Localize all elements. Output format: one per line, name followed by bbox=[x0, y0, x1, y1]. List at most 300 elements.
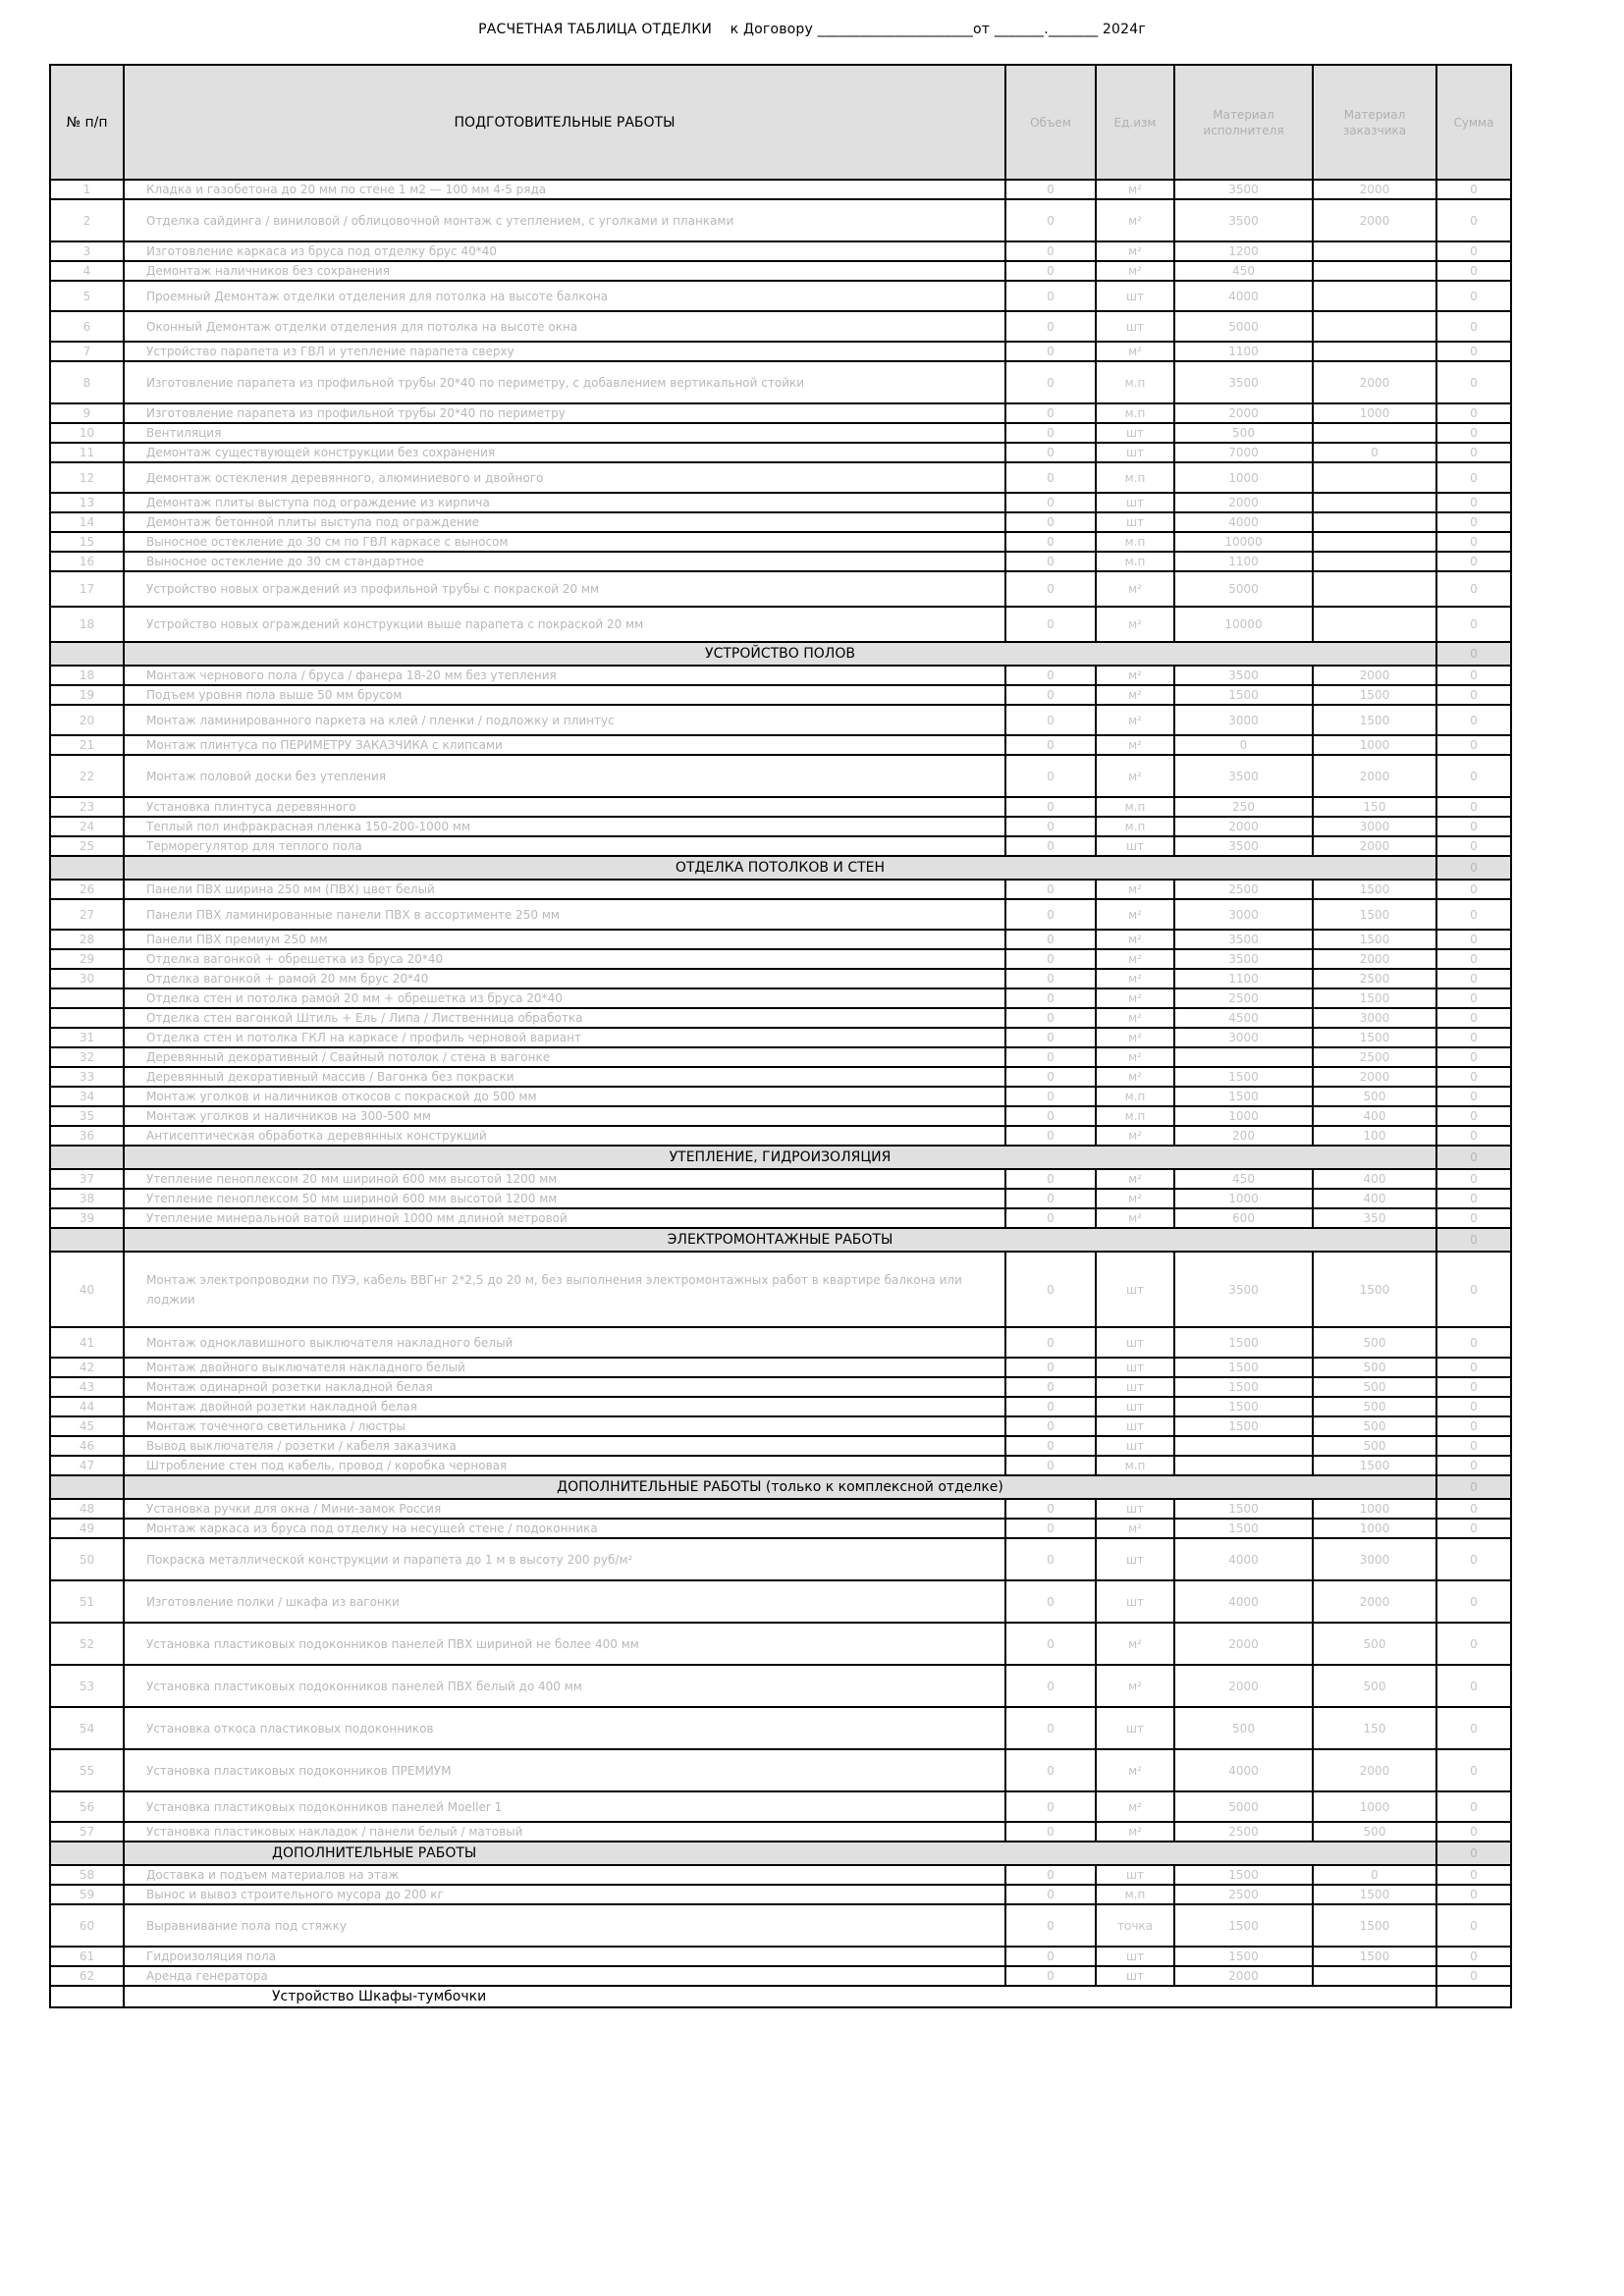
table-row bbox=[50, 1519, 1511, 1538]
row-description: Отделка стен и потолка ГКЛ на каркасе / профиль черновой вариант bbox=[124, 1028, 1005, 1047]
row-unit: м² bbox=[1096, 880, 1174, 899]
document-title: РАСЧЕТНАЯ ТАБЛИЦА ОТДЕЛКИ к Договору ______________________от _______._______ 2024г bbox=[478, 22, 1146, 37]
row-volume: 0 bbox=[1005, 1169, 1096, 1189]
row-unit: м² bbox=[1096, 607, 1174, 642]
row-description: Монтаж чернового пола / бруса / фанера 18-20 мм без утепления bbox=[124, 666, 1005, 685]
row-sum: 0 bbox=[1436, 1416, 1511, 1436]
row-material-customer: 2000 bbox=[1313, 1580, 1436, 1623]
row-volume: 0 bbox=[1005, 1358, 1096, 1377]
row-sum: 0 bbox=[1436, 1904, 1511, 1947]
row-material-executor: 2000 bbox=[1174, 493, 1313, 512]
table-row bbox=[50, 1358, 1511, 1377]
table-row bbox=[50, 261, 1511, 281]
row-material-executor: 500 bbox=[1174, 423, 1313, 443]
row-sum: 0 bbox=[1436, 1822, 1511, 1842]
row-description: Установка пластиковых подоконников панелей ПВХ белый до 400 мм bbox=[124, 1665, 1005, 1707]
row-material-customer: 0 bbox=[1313, 1865, 1436, 1885]
table-row bbox=[50, 1106, 1511, 1126]
row-sum: 0 bbox=[1436, 685, 1511, 705]
row-material-executor: 3000 bbox=[1174, 899, 1313, 930]
row-unit: м.п bbox=[1096, 797, 1174, 817]
row-description: Устройство новых ограждений конструкции выше парапета с покраской 20 мм bbox=[124, 607, 1005, 642]
row-number: 34 bbox=[50, 1087, 124, 1106]
row-sum: 0 bbox=[1436, 735, 1511, 755]
table-row bbox=[50, 969, 1511, 988]
row-description: Изготовление полки / шкафа из вагонки bbox=[124, 1580, 1005, 1623]
subsection-sum-cell bbox=[1436, 1986, 1511, 2007]
table-row bbox=[50, 949, 1511, 969]
row-number: 24 bbox=[50, 817, 124, 836]
table-row bbox=[50, 571, 1511, 607]
row-material-executor: 1000 bbox=[1174, 462, 1313, 493]
row-unit: м² bbox=[1096, 755, 1174, 797]
row-sum: 0 bbox=[1436, 281, 1511, 311]
row-material-customer: 1000 bbox=[1313, 1499, 1436, 1519]
row-sum: 0 bbox=[1436, 423, 1511, 443]
row-description: Штробление стен под кабель, провод / коробка черновая bbox=[124, 1456, 1005, 1475]
row-material-executor: 4000 bbox=[1174, 1538, 1313, 1580]
row-material-executor: 1500 bbox=[1174, 685, 1313, 705]
row-material-customer: 2000 bbox=[1313, 666, 1436, 685]
table-row bbox=[50, 817, 1511, 836]
row-volume: 0 bbox=[1005, 1456, 1096, 1475]
table-row bbox=[50, 1499, 1511, 1519]
section-title: УСТРОЙСТВО ПОЛОВ bbox=[124, 642, 1436, 666]
row-description: Панели ПВХ премиум 250 мм bbox=[124, 930, 1005, 949]
section-number-cell bbox=[50, 856, 124, 880]
row-sum: 0 bbox=[1436, 1519, 1511, 1538]
row-sum: 0 bbox=[1436, 1623, 1511, 1665]
row-number: 14 bbox=[50, 512, 124, 532]
row-volume: 0 bbox=[1005, 1106, 1096, 1126]
row-material-executor: 3500 bbox=[1174, 949, 1313, 969]
row-sum: 0 bbox=[1436, 1436, 1511, 1456]
table-row bbox=[50, 180, 1511, 199]
row-description: Панели ПВХ ширина 250 мм (ПВХ) цвет белый bbox=[124, 880, 1005, 899]
table-row bbox=[50, 755, 1511, 797]
row-material-executor: 450 bbox=[1174, 261, 1313, 281]
row-sum: 0 bbox=[1436, 261, 1511, 281]
row-number: 45 bbox=[50, 1416, 124, 1436]
column-header-work: ПОДГОТОВИТЕЛЬНЫЕ РАБОТЫ bbox=[124, 65, 1005, 180]
row-material-executor: 1500 bbox=[1174, 1865, 1313, 1885]
row-number: 25 bbox=[50, 836, 124, 856]
row-volume: 0 bbox=[1005, 423, 1096, 443]
table-row bbox=[50, 1377, 1511, 1397]
row-sum: 0 bbox=[1436, 666, 1511, 685]
row-unit: м.п bbox=[1096, 361, 1174, 403]
table-row bbox=[50, 311, 1511, 342]
row-description: Установка ручки для окна / Мини-замок Россия bbox=[124, 1499, 1005, 1519]
row-unit: м.п bbox=[1096, 552, 1174, 571]
row-material-customer: 500 bbox=[1313, 1822, 1436, 1842]
row-volume: 0 bbox=[1005, 342, 1096, 361]
row-volume: 0 bbox=[1005, 552, 1096, 571]
row-material-executor: 3500 bbox=[1174, 180, 1313, 199]
row-material-executor: 0 bbox=[1174, 735, 1313, 755]
row-material-customer: 1500 bbox=[1313, 988, 1436, 1008]
row-description: Монтаж одинарной розетки накладной белая bbox=[124, 1377, 1005, 1397]
row-unit: м² bbox=[1096, 685, 1174, 705]
row-material-customer: 1000 bbox=[1313, 403, 1436, 423]
row-number: 22 bbox=[50, 755, 124, 797]
row-description: Установка откоса пластиковых подоконников bbox=[124, 1707, 1005, 1749]
section-sum: 0 bbox=[1436, 1842, 1511, 1865]
row-material-executor: 2000 bbox=[1174, 1623, 1313, 1665]
table-row bbox=[50, 462, 1511, 493]
row-material-customer: 1500 bbox=[1313, 1885, 1436, 1904]
row-description: Отделка вагонкой + рамой 20 мм брус 20*40 bbox=[124, 969, 1005, 988]
row-number: 61 bbox=[50, 1947, 124, 1966]
row-material-customer bbox=[1313, 311, 1436, 342]
row-description: Вентиляция bbox=[124, 423, 1005, 443]
row-material-customer: 2500 bbox=[1313, 969, 1436, 988]
row-volume: 0 bbox=[1005, 1538, 1096, 1580]
row-unit: м² bbox=[1096, 705, 1174, 735]
table-row bbox=[50, 705, 1511, 735]
row-sum: 0 bbox=[1436, 1189, 1511, 1208]
row-sum: 0 bbox=[1436, 836, 1511, 856]
row-volume: 0 bbox=[1005, 462, 1096, 493]
row-sum: 0 bbox=[1436, 1252, 1511, 1327]
row-number: 3 bbox=[50, 241, 124, 261]
row-unit: м² bbox=[1096, 1791, 1174, 1822]
row-material-customer bbox=[1313, 493, 1436, 512]
row-description: Монтаж плинтуса по ПЕРИМЕТРУ ЗАКАЗЧИКА с клипсами bbox=[124, 735, 1005, 755]
row-material-customer bbox=[1313, 281, 1436, 311]
row-material-customer: 1500 bbox=[1313, 880, 1436, 899]
row-material-customer: 100 bbox=[1313, 1126, 1436, 1146]
row-material-executor: 450 bbox=[1174, 1169, 1313, 1189]
row-material-customer: 1500 bbox=[1313, 685, 1436, 705]
row-description: Установка пластиковых подоконников ПРЕМИУМ bbox=[124, 1749, 1005, 1791]
row-description: Изготовление парапета из профильной трубы 20*40 по периметру, с добавлением вертикальной стойки bbox=[124, 361, 1005, 403]
row-unit: шт bbox=[1096, 1416, 1174, 1436]
row-volume: 0 bbox=[1005, 180, 1096, 199]
row-material-executor: 1500 bbox=[1174, 1358, 1313, 1377]
row-number: 12 bbox=[50, 462, 124, 493]
row-unit: шт bbox=[1096, 1436, 1174, 1456]
row-volume: 0 bbox=[1005, 930, 1096, 949]
table-row bbox=[50, 342, 1511, 361]
row-volume: 0 bbox=[1005, 1865, 1096, 1885]
subsection-title: Устройство Шкафы-тумбочки bbox=[124, 1986, 1436, 2007]
row-sum: 0 bbox=[1436, 755, 1511, 797]
table-row bbox=[50, 403, 1511, 423]
row-description: Изготовление каркаса из бруса под отделку брус 40*40 bbox=[124, 241, 1005, 261]
table-row bbox=[50, 1707, 1511, 1749]
row-sum: 0 bbox=[1436, 361, 1511, 403]
row-material-executor bbox=[1174, 1456, 1313, 1475]
row-material-executor: 1500 bbox=[1174, 1087, 1313, 1106]
row-sum: 0 bbox=[1436, 311, 1511, 342]
row-unit: шт bbox=[1096, 1327, 1174, 1358]
row-unit: шт bbox=[1096, 1538, 1174, 1580]
row-number: 47 bbox=[50, 1456, 124, 1475]
row-volume: 0 bbox=[1005, 199, 1096, 241]
row-description: Монтаж двойной розетки накладной белая bbox=[124, 1397, 1005, 1416]
table-row bbox=[50, 836, 1511, 856]
row-sum: 0 bbox=[1436, 342, 1511, 361]
row-volume: 0 bbox=[1005, 571, 1096, 607]
row-material-executor: 1200 bbox=[1174, 241, 1313, 261]
row-unit: м² bbox=[1096, 1623, 1174, 1665]
row-sum: 0 bbox=[1436, 988, 1511, 1008]
row-description: Демонтаж бетонной плиты выступа под ограждение bbox=[124, 512, 1005, 532]
row-material-customer: 500 bbox=[1313, 1623, 1436, 1665]
table-row bbox=[50, 1538, 1511, 1580]
row-material-customer: 400 bbox=[1313, 1106, 1436, 1126]
row-number: 60 bbox=[50, 1904, 124, 1947]
row-sum: 0 bbox=[1436, 1966, 1511, 1986]
row-material-customer bbox=[1313, 342, 1436, 361]
table-row bbox=[50, 1252, 1511, 1327]
row-volume: 0 bbox=[1005, 532, 1096, 552]
row-material-executor: 2500 bbox=[1174, 880, 1313, 899]
row-sum: 0 bbox=[1436, 1106, 1511, 1126]
row-sum: 0 bbox=[1436, 1008, 1511, 1028]
table-row bbox=[50, 532, 1511, 552]
row-sum: 0 bbox=[1436, 1885, 1511, 1904]
row-unit: шт bbox=[1096, 1397, 1174, 1416]
row-material-executor: 2500 bbox=[1174, 1885, 1313, 1904]
row-material-executor: 3500 bbox=[1174, 361, 1313, 403]
row-description: Монтаж уголков и наличников на 300-500 мм bbox=[124, 1106, 1005, 1126]
table-row bbox=[50, 1456, 1511, 1475]
row-volume: 0 bbox=[1005, 988, 1096, 1008]
row-unit: м.п bbox=[1096, 403, 1174, 423]
row-material-customer: 1500 bbox=[1313, 930, 1436, 949]
row-volume: 0 bbox=[1005, 1208, 1096, 1228]
column-header-volume: Объем bbox=[1005, 65, 1096, 180]
row-unit: шт bbox=[1096, 443, 1174, 462]
row-unit: шт bbox=[1096, 836, 1174, 856]
row-unit: м² bbox=[1096, 199, 1174, 241]
row-material-customer bbox=[1313, 571, 1436, 607]
row-material-executor: 3500 bbox=[1174, 199, 1313, 241]
row-material-customer: 500 bbox=[1313, 1377, 1436, 1397]
row-material-customer bbox=[1313, 241, 1436, 261]
section-title: УТЕПЛЕНИЕ, ГИДРОИЗОЛЯЦИЯ bbox=[124, 1146, 1436, 1169]
row-number: 4 bbox=[50, 261, 124, 281]
row-unit: шт bbox=[1096, 1377, 1174, 1397]
row-sum: 0 bbox=[1436, 180, 1511, 199]
row-sum: 0 bbox=[1436, 532, 1511, 552]
row-unit: м² bbox=[1096, 1047, 1174, 1067]
row-volume: 0 bbox=[1005, 361, 1096, 403]
row-volume: 0 bbox=[1005, 705, 1096, 735]
row-material-executor: 2000 bbox=[1174, 1966, 1313, 1986]
row-number: 37 bbox=[50, 1169, 124, 1189]
table-row bbox=[50, 1966, 1511, 1986]
row-number: 15 bbox=[50, 532, 124, 552]
row-material-customer bbox=[1313, 552, 1436, 571]
row-sum: 0 bbox=[1436, 462, 1511, 493]
row-unit: м² bbox=[1096, 1169, 1174, 1189]
row-volume: 0 bbox=[1005, 1885, 1096, 1904]
row-number: 28 bbox=[50, 930, 124, 949]
row-description: Гидроизоляция пола bbox=[124, 1947, 1005, 1966]
row-description: Демонтаж остекления деревянного, алюминиевого и двойного bbox=[124, 462, 1005, 493]
row-material-executor: 200 bbox=[1174, 1126, 1313, 1146]
row-volume: 0 bbox=[1005, 1397, 1096, 1416]
row-volume: 0 bbox=[1005, 666, 1096, 685]
section-number-cell bbox=[50, 1228, 124, 1252]
row-volume: 0 bbox=[1005, 1377, 1096, 1397]
estimate-table bbox=[49, 64, 1512, 2008]
row-number: 40 bbox=[50, 1252, 124, 1327]
row-description: Антисептическая обработка деревянных конструкций bbox=[124, 1126, 1005, 1146]
row-number: 29 bbox=[50, 949, 124, 969]
row-material-executor: 3500 bbox=[1174, 1252, 1313, 1327]
table-row bbox=[50, 1327, 1511, 1358]
row-number: 50 bbox=[50, 1538, 124, 1580]
row-material-customer bbox=[1313, 261, 1436, 281]
row-unit: м² bbox=[1096, 1519, 1174, 1538]
row-material-executor: 1000 bbox=[1174, 1189, 1313, 1208]
row-unit: м² bbox=[1096, 571, 1174, 607]
table-row bbox=[50, 1126, 1511, 1146]
row-sum: 0 bbox=[1436, 443, 1511, 462]
row-number: 30 bbox=[50, 969, 124, 988]
row-material-customer: 400 bbox=[1313, 1189, 1436, 1208]
row-unit: м² bbox=[1096, 949, 1174, 969]
row-number: 17 bbox=[50, 571, 124, 607]
row-description: Установка пластиковых накладок / панели белый / матовый bbox=[124, 1822, 1005, 1842]
row-number: 6 bbox=[50, 311, 124, 342]
column-header-unit: Ед.изм bbox=[1096, 65, 1174, 180]
row-number: 44 bbox=[50, 1397, 124, 1416]
table-row bbox=[50, 1623, 1511, 1665]
row-description: Панели ПВХ ламинированные панели ПВХ в ассортименте 250 мм bbox=[124, 899, 1005, 930]
row-material-customer: 2000 bbox=[1313, 180, 1436, 199]
table-row bbox=[50, 1067, 1511, 1087]
row-description: Терморегулятор для теплого пола bbox=[124, 836, 1005, 856]
row-number bbox=[50, 1008, 124, 1028]
row-number: 53 bbox=[50, 1665, 124, 1707]
row-description: Выносное остекление до 30 см по ГВЛ каркасе с выносом bbox=[124, 532, 1005, 552]
section-header-row bbox=[50, 642, 1511, 666]
row-description: Аренда генератора bbox=[124, 1966, 1005, 1986]
row-sum: 0 bbox=[1436, 1047, 1511, 1067]
row-material-customer: 2000 bbox=[1313, 755, 1436, 797]
row-unit: шт bbox=[1096, 1947, 1174, 1966]
table-row bbox=[50, 512, 1511, 532]
table-row bbox=[50, 899, 1511, 930]
row-sum: 0 bbox=[1436, 1538, 1511, 1580]
row-number: 51 bbox=[50, 1580, 124, 1623]
section-sum: 0 bbox=[1436, 1228, 1511, 1252]
row-volume: 0 bbox=[1005, 1707, 1096, 1749]
row-unit: м² bbox=[1096, 1067, 1174, 1087]
row-description: Демонтаж существующей конструкции без сохранения bbox=[124, 443, 1005, 462]
row-unit: м² bbox=[1096, 1665, 1174, 1707]
row-material-executor: 500 bbox=[1174, 1707, 1313, 1749]
row-material-customer: 1000 bbox=[1313, 735, 1436, 755]
table-row bbox=[50, 666, 1511, 685]
row-number: 23 bbox=[50, 797, 124, 817]
row-material-executor bbox=[1174, 1436, 1313, 1456]
row-volume: 0 bbox=[1005, 899, 1096, 930]
row-material-customer: 1500 bbox=[1313, 1028, 1436, 1047]
row-material-executor: 10000 bbox=[1174, 532, 1313, 552]
row-volume: 0 bbox=[1005, 1252, 1096, 1327]
row-description: Демонтаж плиты выступа под ограждение из кирпича bbox=[124, 493, 1005, 512]
table-row bbox=[50, 1904, 1511, 1947]
row-volume: 0 bbox=[1005, 755, 1096, 797]
section-sum: 0 bbox=[1436, 1475, 1511, 1499]
row-unit: м² bbox=[1096, 1189, 1174, 1208]
row-unit: шт bbox=[1096, 1580, 1174, 1623]
row-material-customer bbox=[1313, 607, 1436, 642]
row-volume: 0 bbox=[1005, 241, 1096, 261]
row-sum: 0 bbox=[1436, 1087, 1511, 1106]
row-unit: м² bbox=[1096, 666, 1174, 685]
row-volume: 0 bbox=[1005, 949, 1096, 969]
row-sum: 0 bbox=[1436, 241, 1511, 261]
section-header-row bbox=[50, 1228, 1511, 1252]
table-body bbox=[50, 180, 1511, 2007]
row-material-executor: 1500 bbox=[1174, 1397, 1313, 1416]
table-row bbox=[50, 1749, 1511, 1791]
row-unit: шт bbox=[1096, 1358, 1174, 1377]
section-header-row bbox=[50, 1475, 1511, 1499]
row-description: Монтаж электропроводки по ПУЭ, кабель ВВГнг 2*2,5 до 20 м, без выполнения электромонтажных работ в квартире балкона или лоджии bbox=[124, 1252, 1005, 1327]
section-number-cell bbox=[50, 1842, 124, 1865]
table-row bbox=[50, 241, 1511, 261]
row-material-customer: 2000 bbox=[1313, 361, 1436, 403]
row-number: 8 bbox=[50, 361, 124, 403]
row-sum: 0 bbox=[1436, 199, 1511, 241]
row-unit: м.п bbox=[1096, 462, 1174, 493]
section-number-cell bbox=[50, 642, 124, 666]
row-number: 33 bbox=[50, 1067, 124, 1087]
row-number: 10 bbox=[50, 423, 124, 443]
row-description: Утепление пеноплексом 50 мм шириной 600 мм высотой 1200 мм bbox=[124, 1189, 1005, 1208]
row-material-customer: 150 bbox=[1313, 1707, 1436, 1749]
row-material-executor: 1500 bbox=[1174, 1327, 1313, 1358]
row-description: Деревянный декоративный / Свайный потолок / стена в вагонке bbox=[124, 1047, 1005, 1067]
row-unit: м² bbox=[1096, 1208, 1174, 1228]
row-sum: 0 bbox=[1436, 552, 1511, 571]
row-volume: 0 bbox=[1005, 512, 1096, 532]
row-volume: 0 bbox=[1005, 1047, 1096, 1067]
row-description: Монтаж двойного выключателя накладного белый bbox=[124, 1358, 1005, 1377]
section-title: ОТДЕЛКА ПОТОЛКОВ И СТЕН bbox=[124, 856, 1436, 880]
section-header-row bbox=[50, 856, 1511, 880]
row-description: Монтаж каркаса из бруса под отделку на несущей стене / подоконника bbox=[124, 1519, 1005, 1538]
row-sum: 0 bbox=[1436, 1865, 1511, 1885]
row-volume: 0 bbox=[1005, 261, 1096, 281]
row-description: Кладка и газобетона до 20 мм по стене 1 м2 — 100 мм 4-5 ряда bbox=[124, 180, 1005, 199]
row-material-customer: 1500 bbox=[1313, 1456, 1436, 1475]
table-row bbox=[50, 880, 1511, 899]
table-row bbox=[50, 607, 1511, 642]
row-volume: 0 bbox=[1005, 685, 1096, 705]
column-header-sum: Сумма bbox=[1436, 65, 1511, 180]
row-number: 32 bbox=[50, 1047, 124, 1067]
row-material-executor: 1500 bbox=[1174, 1416, 1313, 1436]
row-material-customer: 150 bbox=[1313, 797, 1436, 817]
row-material-executor bbox=[1174, 1047, 1313, 1067]
row-unit: м.п bbox=[1096, 532, 1174, 552]
table-row bbox=[50, 1580, 1511, 1623]
table-row bbox=[50, 1008, 1511, 1028]
row-sum: 0 bbox=[1436, 1126, 1511, 1146]
row-sum: 0 bbox=[1436, 571, 1511, 607]
row-description: Монтаж уголков и наличников откосов с покраской до 500 мм bbox=[124, 1087, 1005, 1106]
row-sum: 0 bbox=[1436, 403, 1511, 423]
